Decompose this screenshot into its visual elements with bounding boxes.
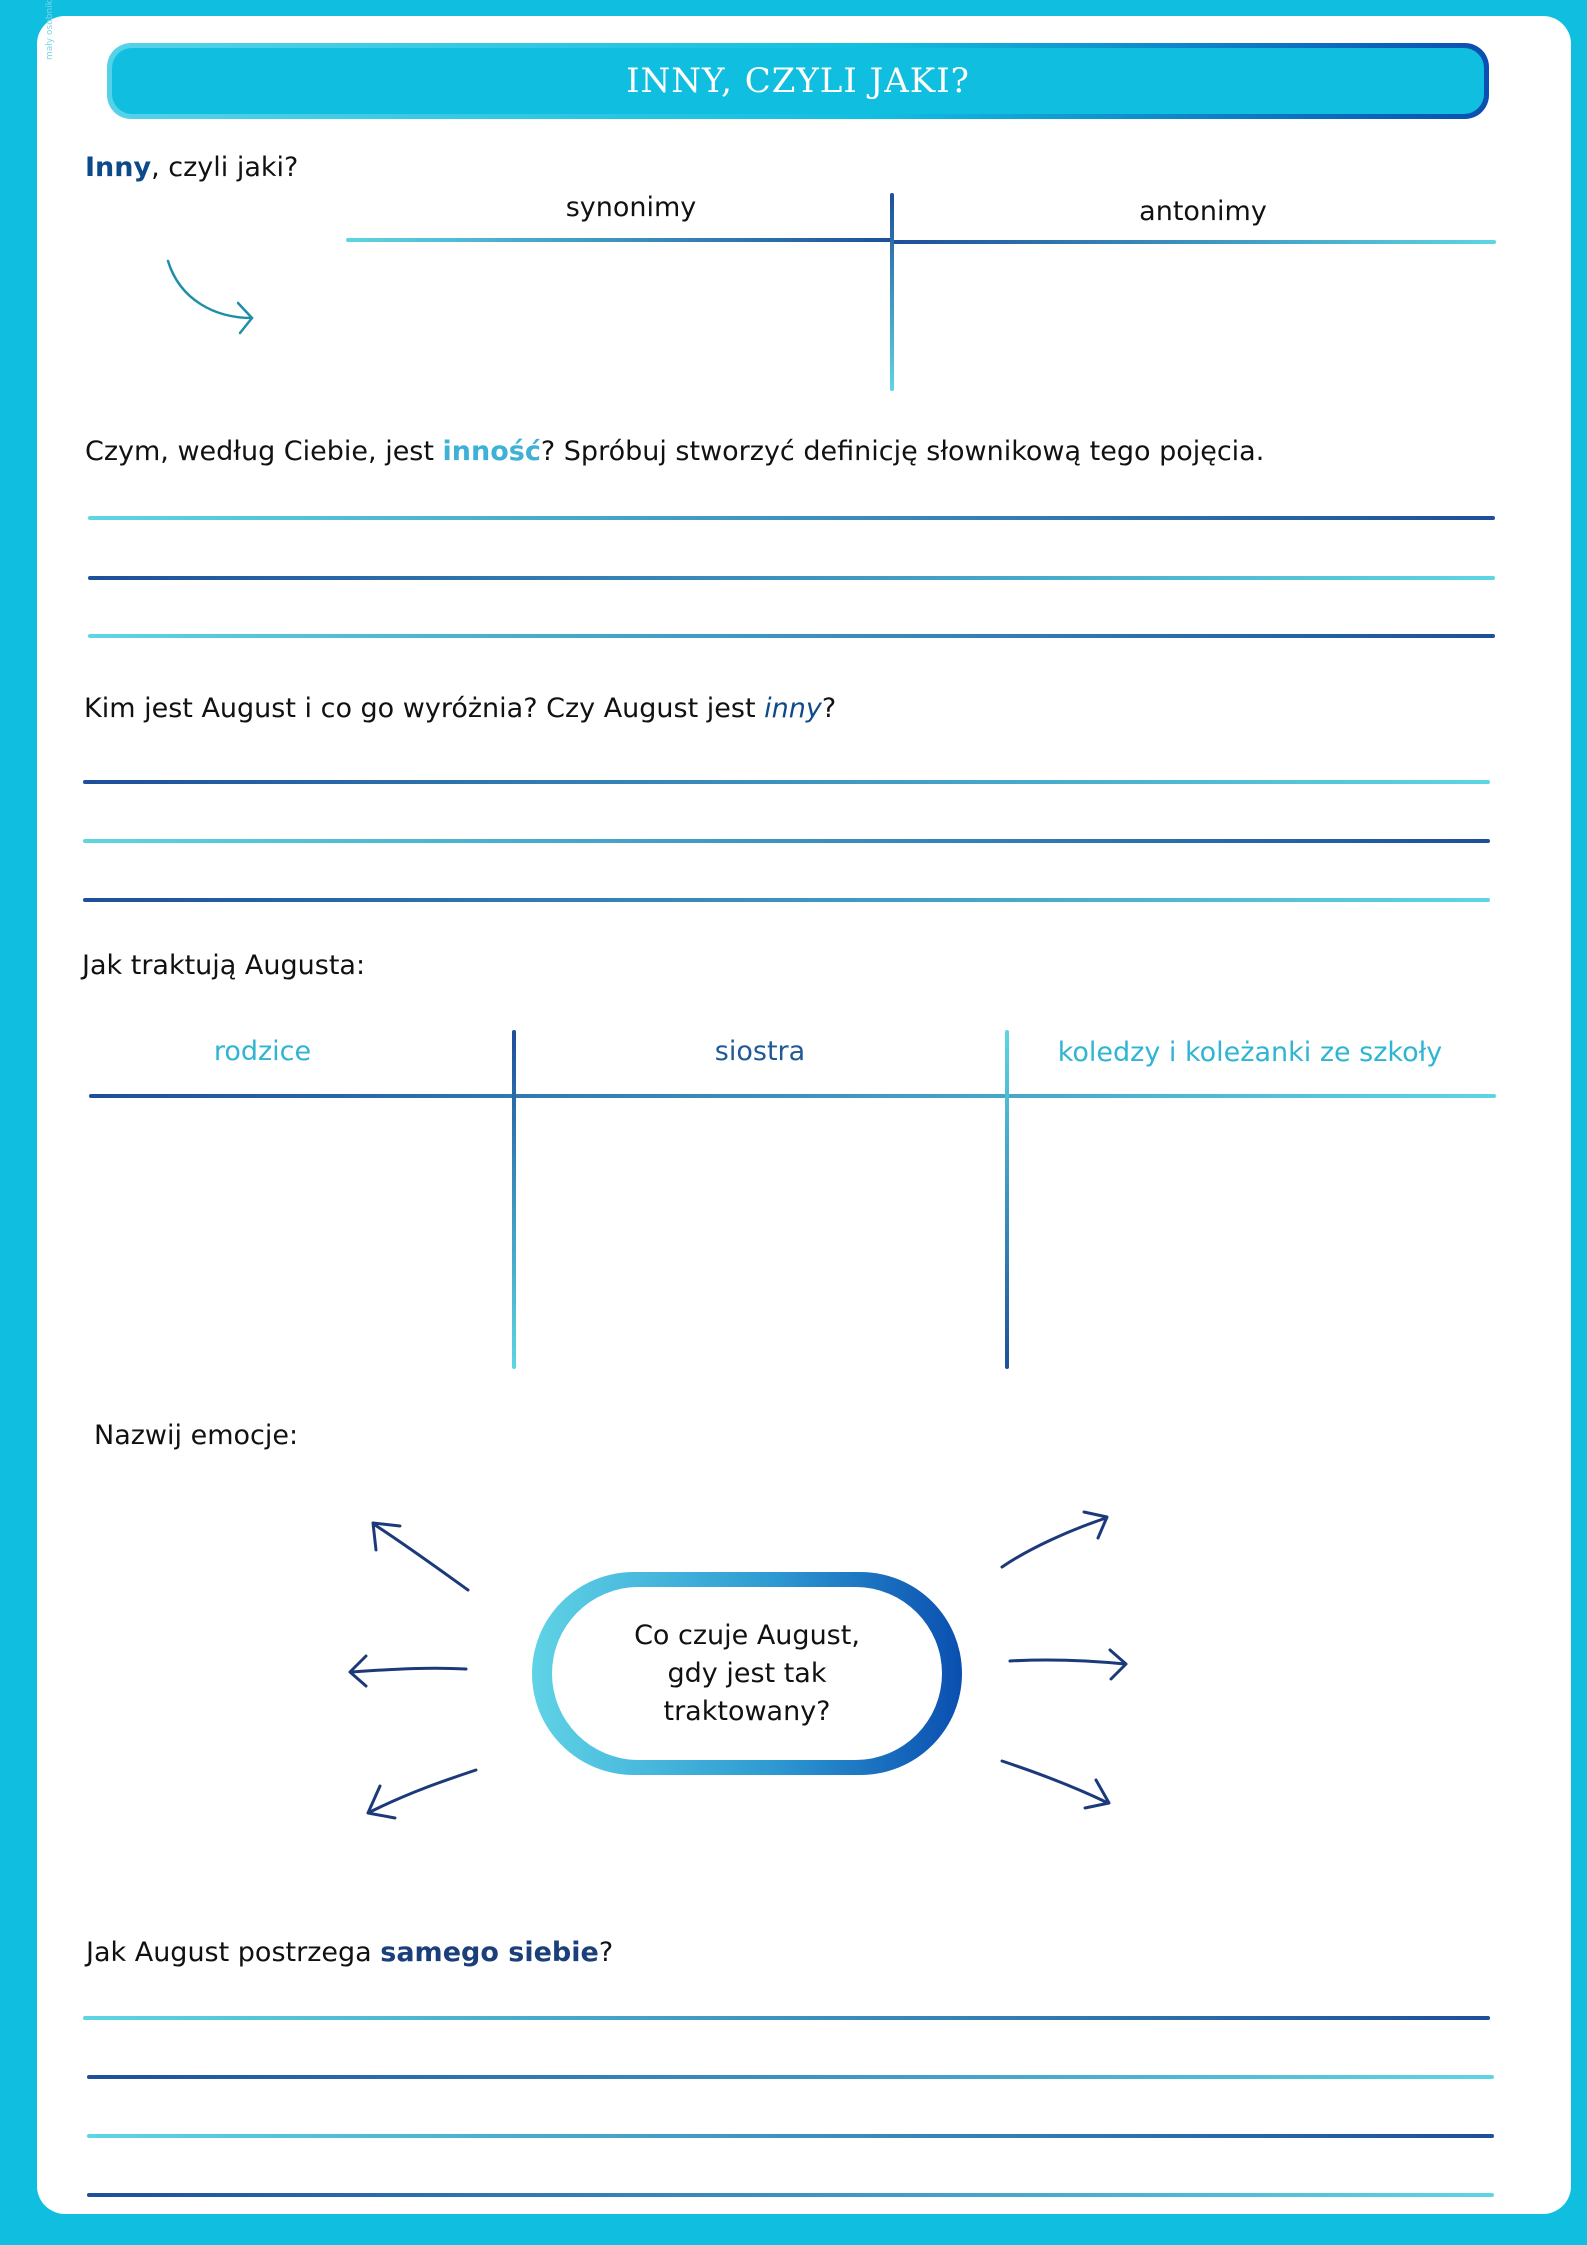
answer-line[interactable] [83,780,1490,784]
synonyms-antonyms-divider [890,193,894,391]
side-note: mały osobnik [45,0,55,60]
emotion-arrow-down-right [1002,1761,1108,1803]
column-divider-2 [1005,1030,1009,1369]
august-question-after: ? [821,693,837,724]
self-perception-after: ? [598,1937,614,1968]
self-perception-before: Jak August postrzega [86,1937,381,1968]
treatment-label: Jak traktują Augusta: [82,950,366,981]
self-perception-question [86,1937,613,1969]
answer-line[interactable] [83,2016,1490,2020]
table-header-underline [89,1094,1496,1098]
emotion-arrow-down-left [370,1770,476,1812]
emotion-arrow-left [352,1668,466,1672]
august-question [84,693,836,725]
center-bubble-text: Co czuje August, gdy jest tak traktowany? [634,1619,860,1727]
section1-label-strong: Inny [85,152,152,183]
answer-line[interactable] [88,634,1495,638]
column-header-classmates: koledzy i koleżanki ze szkoły [1057,1037,1443,1068]
innosc-question [85,436,1264,468]
answer-line[interactable] [88,516,1495,520]
answer-line[interactable] [87,2075,1494,2079]
synonyms-underline [346,238,894,242]
section1-label-rest: , czyli jaki? [151,152,299,183]
innosc-question-before: Czym, według Ciebie, jest [85,436,443,467]
emotions-label: Nazwij emocje: [94,1420,299,1451]
answer-line[interactable] [88,576,1495,580]
innosc-question-after: ? Spróbuj stworzyć definicję słownikową tego pojęcia. [540,436,1265,467]
answer-line[interactable] [87,2193,1494,2197]
innosc-highlight: inność [442,436,541,467]
emotion-arrow-up-left [375,1525,468,1590]
emotion-arrow-right [1010,1660,1125,1664]
answer-line[interactable] [87,2134,1494,2138]
emotion-arrow-up-right [1002,1518,1106,1567]
august-question-before: Kim jest August i co go wyróżnia? Czy August jest [84,693,765,724]
antonyms-underline [890,240,1496,244]
inny-highlight: inny [764,693,822,724]
column-divider-1 [512,1030,516,1369]
samego-siebie-highlight: samego siebie [380,1937,599,1968]
antonyms-header: antonimy [1139,196,1267,227]
answer-line[interactable] [83,898,1490,902]
curved-arrow-icon [168,261,252,318]
column-header-parents: rodzice [213,1036,312,1067]
synonyms-header: synonimy [565,192,697,223]
page-title: INNY, CZYLI JAKI? [626,61,970,101]
answer-line[interactable] [83,839,1490,843]
center-bubble [532,1572,962,1775]
column-header-sister: siostra [714,1036,806,1067]
